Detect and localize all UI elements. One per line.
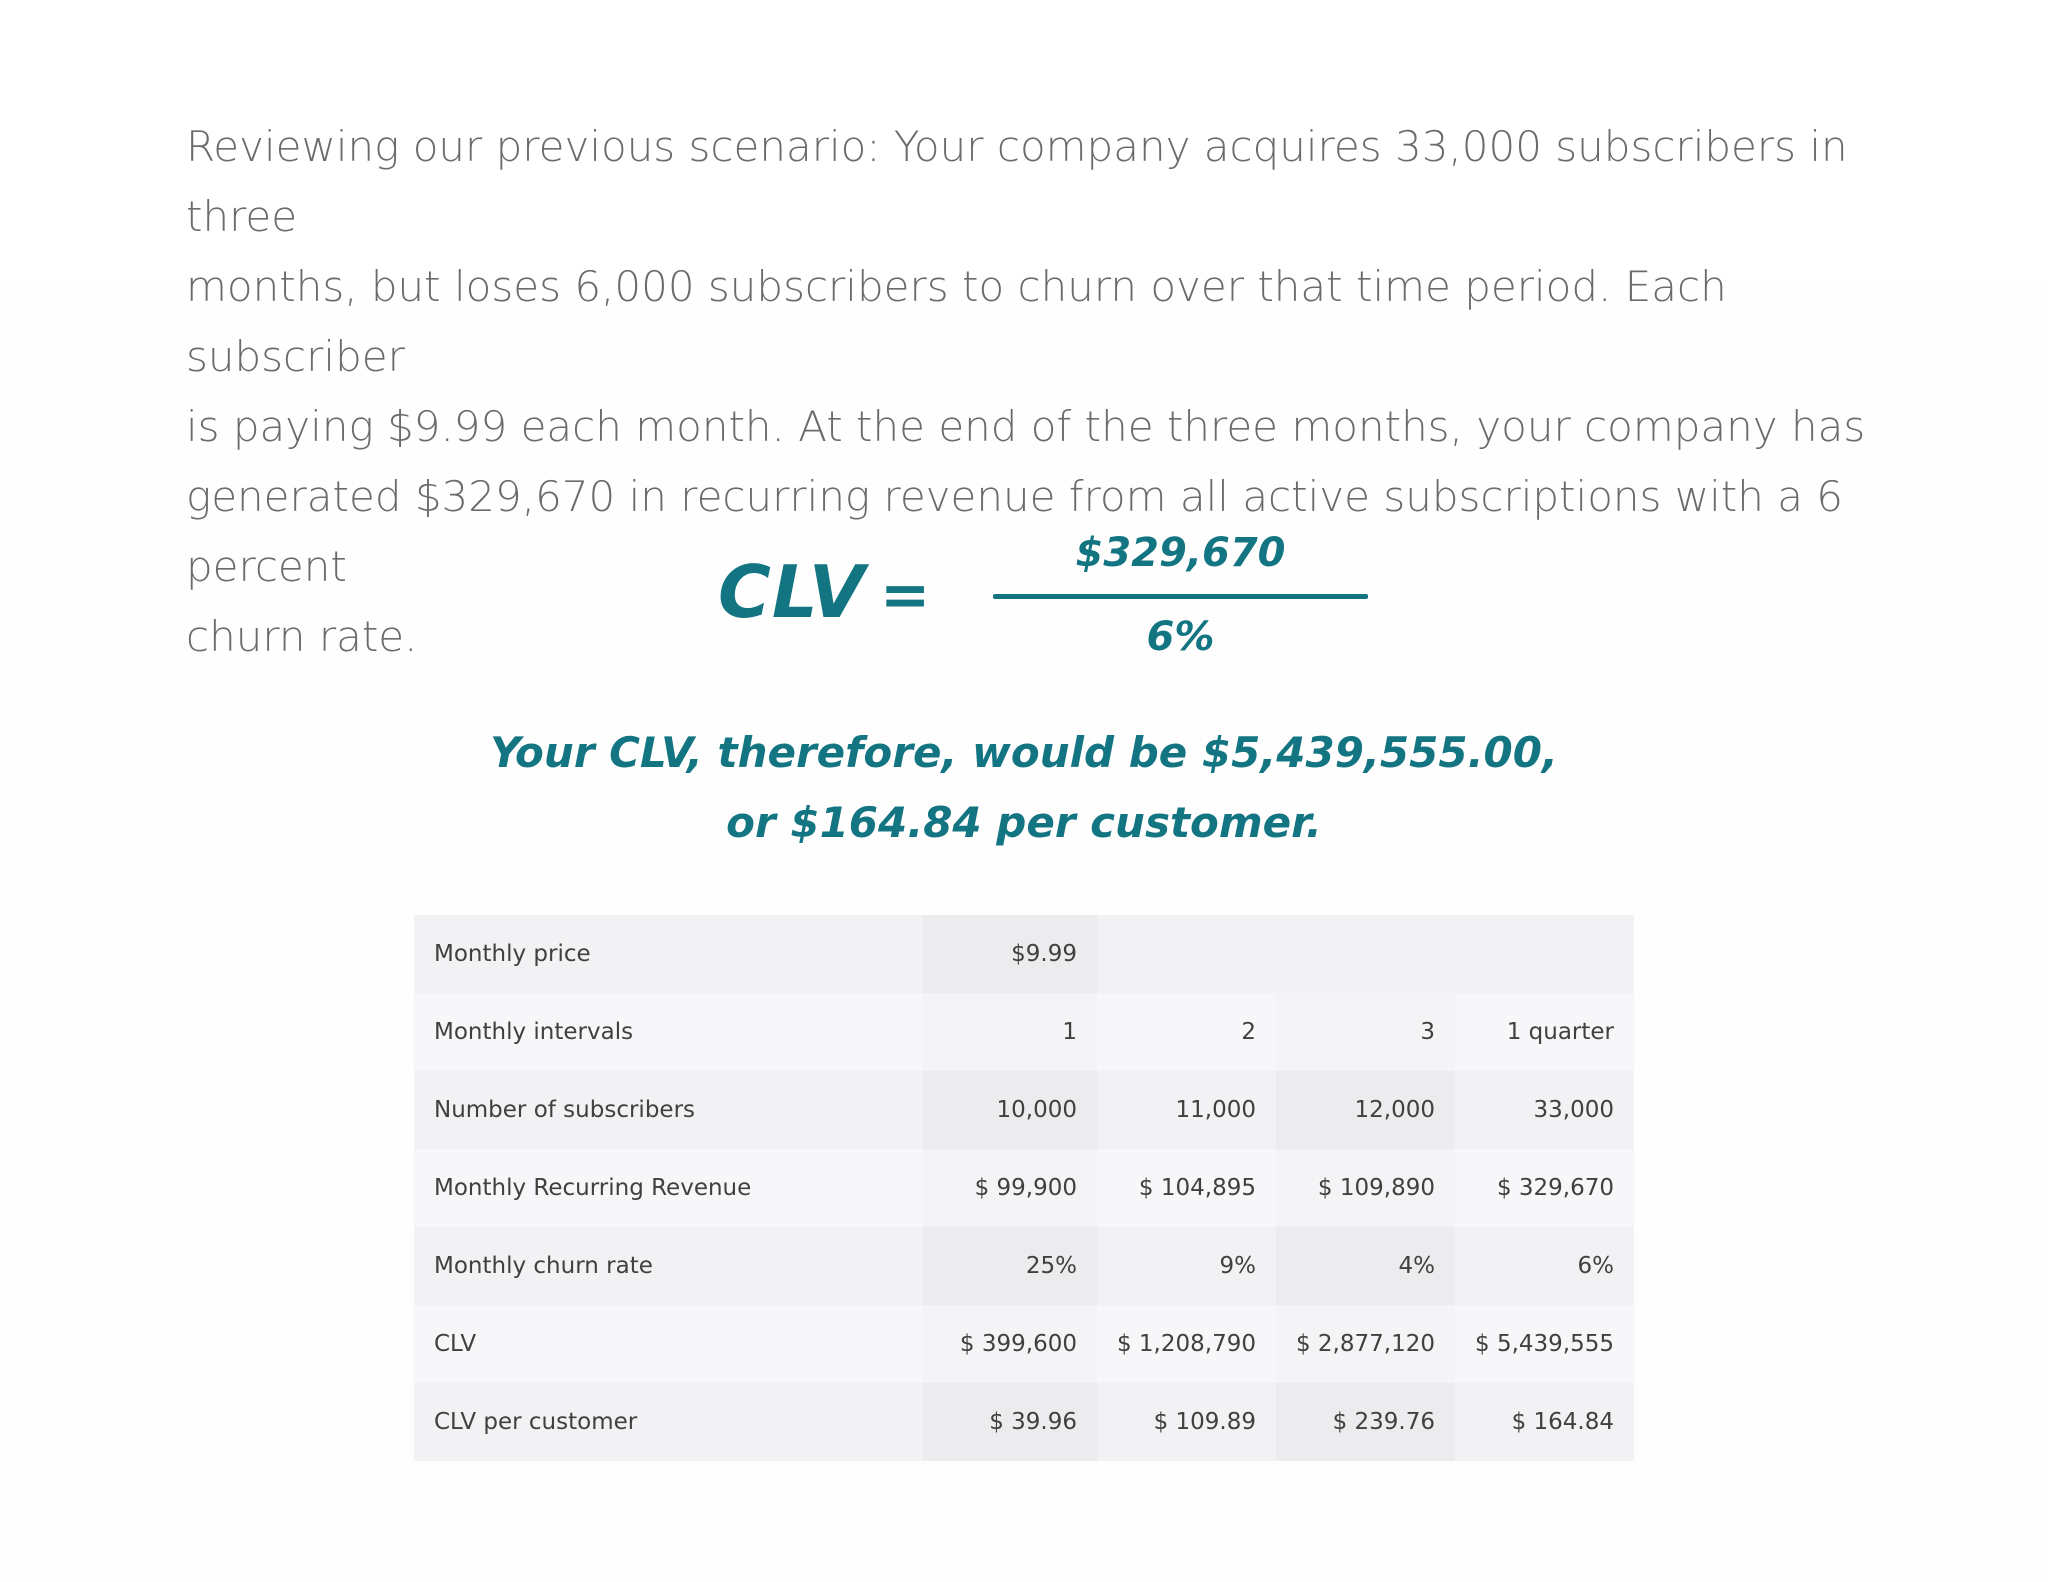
table-cell: $ 329,670 (1455, 1149, 1634, 1227)
intro-line: months, but loses 6,000 subscribers to churn over that time period. Each subscriber (186, 262, 1727, 381)
table-cell: 3 (1276, 993, 1455, 1071)
table-cell: 6% (1455, 1227, 1634, 1305)
row-label: CLV per customer (414, 1383, 923, 1461)
table-row (414, 1305, 1634, 1383)
clv-formula (0, 520, 2048, 670)
fraction-bar (993, 594, 1368, 599)
row-label: Monthly Recurring Revenue (414, 1149, 923, 1227)
table-cell: 10,000 (923, 1071, 1097, 1149)
table-row (414, 1149, 1634, 1227)
row-label: Monthly intervals (414, 993, 923, 1071)
table-cell: $ 109.89 (1097, 1383, 1276, 1461)
intro-line: generated $329,670 in recurring revenue from all active subscriptions with a 6 percent (186, 472, 1844, 591)
result-line: or $164.84 per customer. (726, 798, 1322, 847)
table-row (414, 1071, 1634, 1149)
clv-table (414, 915, 1634, 1461)
result-line: Your CLV, therefore, would be $5,439,555.00, (490, 728, 1558, 777)
table-cell: 12,000 (1276, 1071, 1455, 1149)
table-row (414, 993, 1634, 1071)
result-statement (0, 718, 2048, 858)
table-cell: $ 104,895 (1097, 1149, 1276, 1227)
table-cell: 33,000 (1455, 1071, 1634, 1149)
table-cell: 9% (1097, 1227, 1276, 1305)
table-cell: $9.99 (923, 915, 1097, 993)
table-cell: 25% (923, 1227, 1097, 1305)
table-cell: 1 (923, 993, 1097, 1071)
formula-numerator: $329,670 (1075, 530, 1286, 576)
row-label: Number of subscribers (414, 1071, 923, 1149)
table-cell (1276, 915, 1455, 993)
table-cell: $ 239.76 (1276, 1383, 1455, 1461)
table-cell: 4% (1276, 1227, 1455, 1305)
table-cell: 2 (1097, 993, 1276, 1071)
table-row (414, 1227, 1634, 1305)
table-cell: $ 1,208,790 (1097, 1305, 1276, 1383)
table-cell: $ 164.84 (1455, 1383, 1634, 1461)
table-cell: 11,000 (1097, 1071, 1276, 1149)
table-cell (1455, 915, 1634, 993)
table-cell: $ 99,900 (923, 1149, 1097, 1227)
intro-line: churn rate. (186, 612, 418, 661)
table-cell (1097, 915, 1276, 993)
table-cell: 1 quarter (1455, 993, 1634, 1071)
table-cell: $ 109,890 (1276, 1149, 1455, 1227)
intro-line: Reviewing our previous scenario: Your company acquires 33,000 subscribers in three (186, 122, 1848, 241)
table-row (414, 1383, 1634, 1461)
table-cell: $ 2,877,120 (1276, 1305, 1455, 1383)
table-cell: $ 39.96 (923, 1383, 1097, 1461)
formula-lhs: CLV (718, 550, 866, 634)
formula-equals: = (880, 560, 931, 630)
row-label: CLV (414, 1305, 923, 1383)
intro-line: is paying $9.99 each month. At the end of the three months, your company has (186, 402, 1866, 451)
formula-denominator: 6% (1146, 614, 1215, 660)
table-row (414, 915, 1634, 993)
row-label: Monthly price (414, 915, 923, 993)
table-cell: $ 5,439,555 (1455, 1305, 1634, 1383)
table-cell: $ 399,600 (923, 1305, 1097, 1383)
row-label: Monthly churn rate (414, 1227, 923, 1305)
